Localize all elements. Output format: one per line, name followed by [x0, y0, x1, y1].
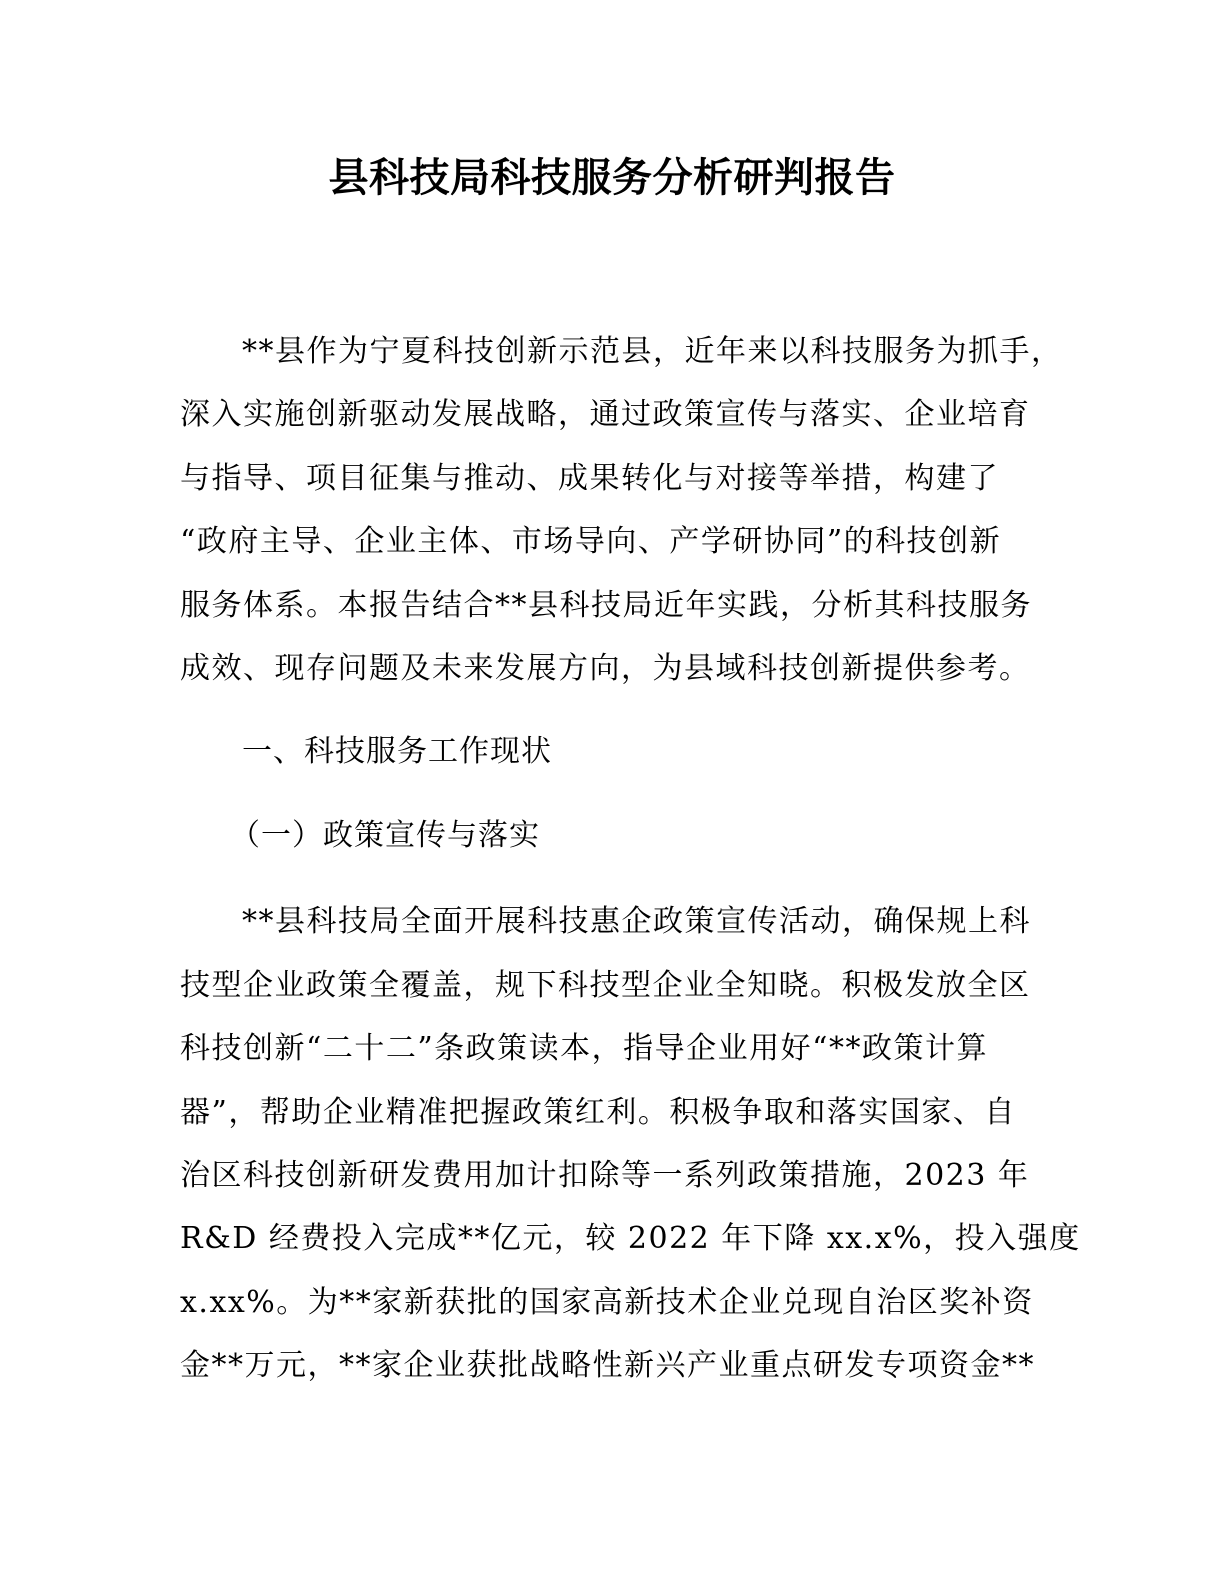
- document-body: [180, 320, 1081, 1398]
- text-line: **县科技局全面开展科技惠企政策宣传活动，确保规上科: [242, 904, 1031, 940]
- text-line: 成效、现存问题及未来发展方向，为县域科技创新提供参考。: [180, 651, 1031, 687]
- text-line: “政府主导、企业主体、市场导向、产学研协同”的科技创新: [180, 524, 1002, 560]
- text-line: 器”，帮助企业精准把握政策红利。积极争取和落实国家、自: [180, 1094, 1016, 1130]
- text-line: 科技创新“二十二”条政策读本，指导企业用好“**政策计算: [180, 1031, 989, 1067]
- text-line: 与指导、项目征集与推动、成果转化与对接等举措，构建了: [180, 460, 999, 496]
- subsection-heading: （一）政策宣传与落实: [230, 818, 540, 854]
- text-line: 治区科技创新研发费用加计扣除等一系列政策措施，2023 年: [180, 1158, 1030, 1194]
- text-line: 服务体系。本报告结合**县科技局近年实践，分析其科技服务: [180, 587, 1032, 623]
- text-line: x.xx%。为**家新获批的国家高新技术企业兑现自治区奖补资: [180, 1284, 1034, 1320]
- document-title: 县科技局科技服务分析研判报告: [328, 155, 896, 201]
- text-line: 金**万元，**家企业获批战略性新兴产业重点研发专项资金**: [180, 1348, 1035, 1384]
- text-line: 技型企业政策全覆盖，规下科技型企业全知晓。积极发放全区: [180, 967, 1031, 1003]
- intro-paragraph: [180, 320, 1063, 700]
- text-line: **县作为宁夏科技创新示范县，近年来以科技服务为抓手，: [242, 334, 1063, 369]
- text-line: 深入实施创新驱动发展战略，通过政策宣传与落实、企业培育: [180, 397, 1031, 433]
- text-line: R&D 经费投入完成**亿元，较 2022 年下降 xx.x%，投入强度: [180, 1221, 1081, 1257]
- section-heading: 一、科技服务工作现状: [242, 734, 552, 770]
- policy-paragraph: [180, 890, 1081, 1397]
